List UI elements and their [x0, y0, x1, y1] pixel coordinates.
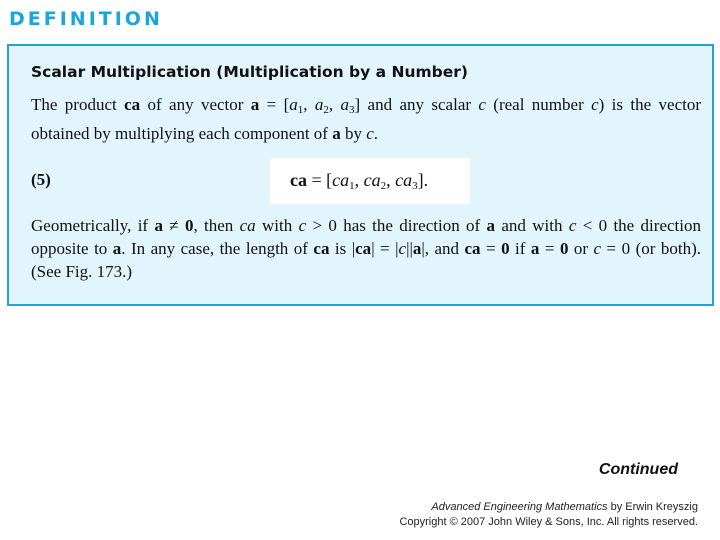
definition-box — [7, 44, 714, 306]
equation-number: (5) — [31, 170, 51, 189]
definition-title: Scalar Multiplication (Multiplication by a Number) — [31, 63, 468, 81]
definition-heading: DEFINITION — [9, 8, 163, 30]
definition-paragraph-1: The product ca of any vector $a = [a_1$, $a_2$, $a_3$] and any scalar c (real number c) is the vector obtained by multiplying each component of a by c. — [31, 95, 702, 143]
continued-label: Continued — [598, 461, 678, 478]
footer-book-line: Advanced Engineering Mathematics by Erwin Kreyszig — [431, 501, 698, 513]
footer-credit — [399, 500, 698, 530]
footer-copyright: Copyright © 2007 John Wiley & Sons, Inc. All rights reserved. — [399, 516, 698, 528]
definition-paragraph-2: Geometrically, if a ≠ 0, then ca with c > 0 has the direction of a and with c < 0 the direction opposite to a. In any case, the length of ca is |ca| = |c||a|, and ca = 0 if a = 0 or c = 0 (or both). (See Fig. 173.) — [31, 216, 701, 281]
equation-5: ca = [$ca_1$, $ca_2$, $ca_3$]. — [290, 170, 429, 192]
equation-box — [270, 158, 470, 204]
